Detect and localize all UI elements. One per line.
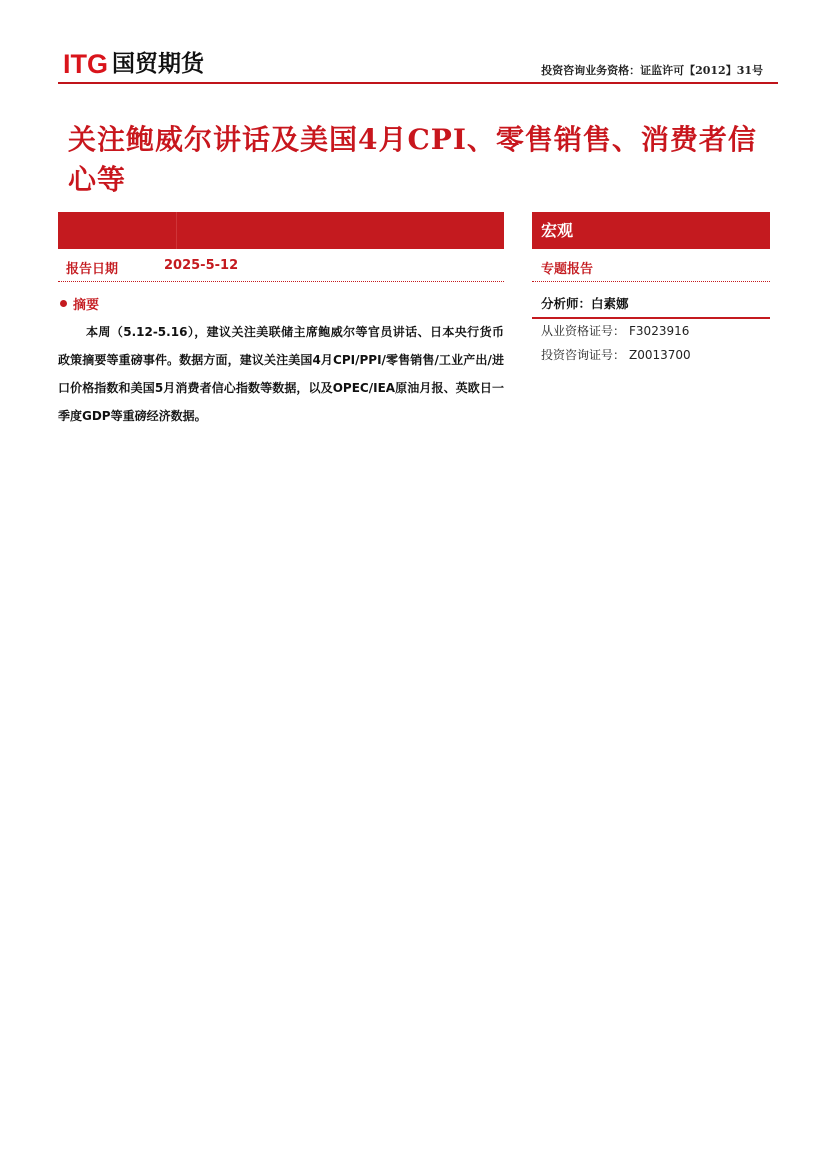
report-type: 专题报告 <box>541 262 594 277</box>
header-divider <box>58 82 778 84</box>
report-date-value: 2025-5-12 <box>164 258 239 273</box>
type-divider <box>532 281 770 282</box>
summary-body: 本周（5.12-5.16），建议关注美联储主席鲍威尔等官员讲话、日本央行货币政策摘要等重磅事件。数据方面，建议关注美国4月CPI/PPI/零售销售/工业产出/进口价格指数和美国5月消费者信心指数等数据，以及OPEC/IEA原油月报、英欧日一季度GDP等重磅经济数据。 <box>58 325 504 423</box>
qualification-number: F3023916 <box>629 324 690 338</box>
report-date-label: 报告日期 <box>66 262 119 277</box>
qualification-label: 从业资格证号： <box>541 324 626 338</box>
license-info: 投资咨询业务资格：证监许可【2012】31号 <box>541 64 763 77</box>
logo-latin: ITG <box>63 49 108 79</box>
consulting-label: 投资咨询证号： <box>541 348 626 362</box>
qualification-cert <box>541 322 689 339</box>
bullet-icon <box>60 300 67 307</box>
summary-heading-text: 摘要 <box>73 298 100 313</box>
company-logo <box>63 48 204 80</box>
analyst-divider <box>532 317 770 319</box>
summary-heading <box>60 294 99 313</box>
analyst-name: 分析师：白素娜 <box>541 296 629 311</box>
logo-chinese: 国贸期货 <box>112 51 204 77</box>
consulting-cert <box>541 346 691 363</box>
report-title: 关注鲍威尔讲话及美国4月CPI、零售销售、消费者信心等 <box>68 123 757 196</box>
consulting-number: Z0013700 <box>629 348 691 362</box>
title-band <box>58 212 504 249</box>
report-category: 宏观 <box>541 221 574 240</box>
date-divider <box>58 281 504 282</box>
